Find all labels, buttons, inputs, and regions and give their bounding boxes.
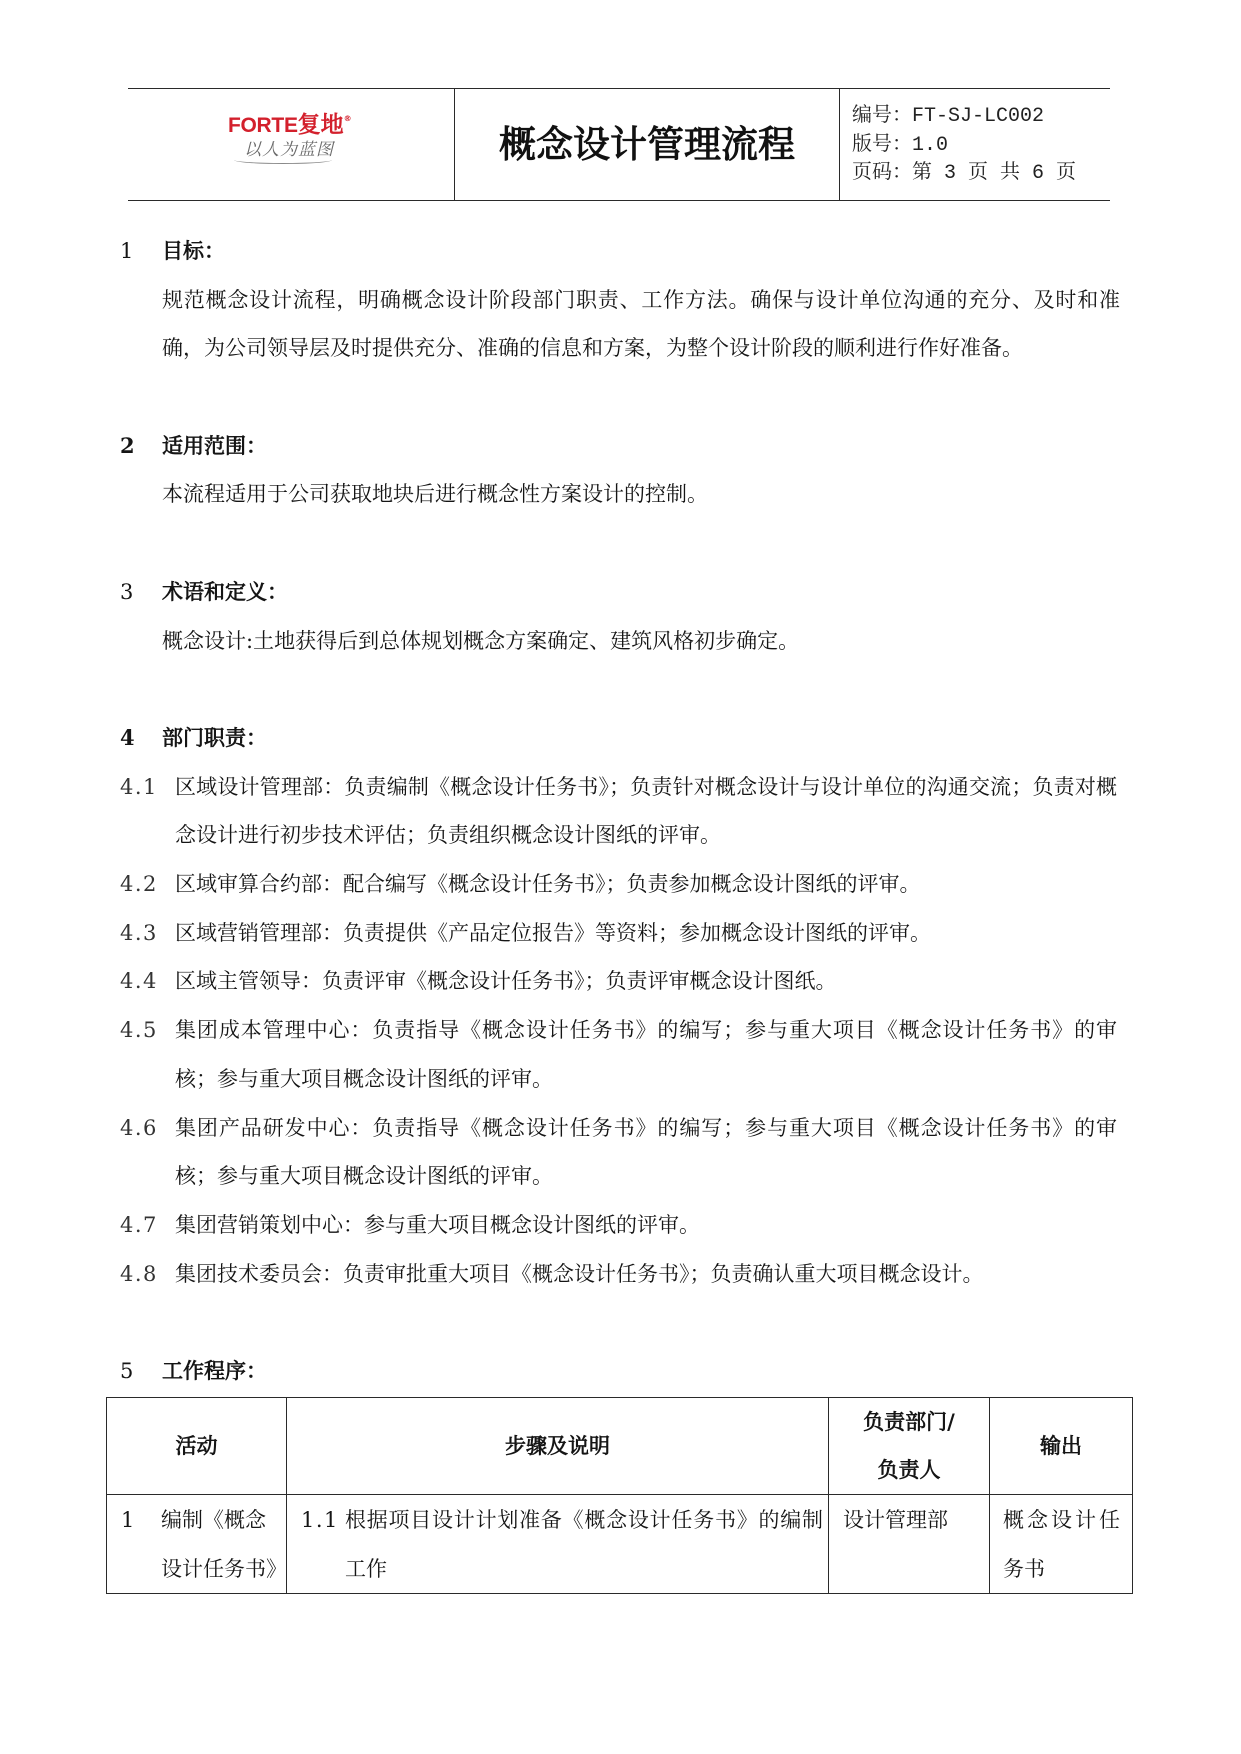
section-title: 适用范围： bbox=[162, 433, 267, 458]
section-number: 2 bbox=[120, 432, 135, 458]
section-heading bbox=[120, 422, 1130, 471]
logo-slogan: 以人为蓝图 bbox=[244, 140, 334, 160]
logo-swoosh-icon bbox=[234, 156, 332, 164]
item-number: 4.6 bbox=[120, 1115, 158, 1140]
responsible-cell: 设计管理部 bbox=[829, 1495, 990, 1594]
responsibility-item bbox=[120, 1006, 1117, 1103]
document-body bbox=[120, 227, 1130, 1594]
item-number: 4.8 bbox=[120, 1261, 158, 1286]
logo-latin: FORTE bbox=[228, 114, 298, 137]
section-heading bbox=[120, 1347, 1130, 1396]
column-header-responsible-label: 负责部门/负责人 bbox=[863, 1409, 955, 1483]
logo-cjk: 复地 bbox=[297, 112, 344, 138]
document-meta bbox=[852, 103, 1076, 189]
item-text: 集团成本管理中心：负责指导《概念设计任务书》的编写；参与重大项目《概念设计任务书》的审核；参与重大项目概念设计图纸的评审。 bbox=[175, 1018, 1117, 1091]
section-paragraph: 规范概念设计流程，明确概念设计阶段部门职责、工作方法。确保与设计单位沟通的充分、及时和准确，为公司领导层及时提供充分、准确的信息和方案，为整个设计阶段的顺利进行作好准备。 bbox=[162, 287, 1120, 361]
responsibility-item bbox=[120, 1250, 1117, 1299]
document-title: 概念设计管理流程 bbox=[499, 123, 795, 166]
column-header-activity: 活动 bbox=[107, 1397, 287, 1495]
section-scope bbox=[120, 422, 1130, 519]
responsibility-item bbox=[120, 909, 1117, 958]
table-header-row bbox=[107, 1397, 1133, 1495]
header-top-rule bbox=[128, 88, 1110, 89]
section-number: 5 bbox=[120, 1359, 134, 1384]
activity-cell bbox=[107, 1495, 287, 1594]
output-text: 概念设计任务书 bbox=[1003, 1508, 1120, 1581]
column-header-output: 输出 bbox=[990, 1397, 1133, 1495]
table-row bbox=[107, 1495, 1133, 1594]
step-text: 根据项目设计计划准备《概念设计任务书》的编制工作 bbox=[345, 1508, 823, 1581]
header-bottom-rule bbox=[128, 200, 1110, 201]
item-text: 区域营销管理部：负责提供《产品定位报告》等资料；参加概念设计图纸的评审。 bbox=[175, 920, 931, 945]
procedure-table bbox=[106, 1397, 1133, 1594]
company-logo bbox=[228, 110, 358, 170]
section-procedure bbox=[120, 1347, 1130, 1594]
document-version: 版号：1.0 bbox=[852, 133, 949, 157]
column-header-steps: 步骤及说明 bbox=[287, 1397, 829, 1495]
item-number: 4.4 bbox=[120, 969, 158, 994]
responsibility-item bbox=[120, 1201, 1117, 1250]
row-number: 1 bbox=[121, 1508, 135, 1533]
section-number: 3 bbox=[120, 579, 134, 604]
responsibility-item bbox=[120, 957, 1117, 1006]
responsibility-item bbox=[120, 763, 1117, 860]
registered-mark: ® bbox=[343, 114, 352, 123]
document-number: 编号：FT-SJ-LC002 bbox=[852, 105, 1045, 128]
section-title: 部门职责： bbox=[162, 725, 267, 750]
section-number: 1 bbox=[120, 239, 134, 263]
item-text: 区域设计管理部：负责编制《概念设计任务书》；负责针对概念设计与设计单位的沟通交流；负责对概念设计进行初步技术评估；负责组织概念设计图纸的评审。 bbox=[175, 774, 1117, 848]
section-heading bbox=[120, 227, 1130, 276]
responsibility-item bbox=[120, 860, 1117, 909]
item-number: 4.5 bbox=[120, 1018, 158, 1043]
section-title: 术语和定义： bbox=[162, 579, 288, 604]
section-responsibilities bbox=[120, 714, 1130, 1298]
logo-wordmark bbox=[228, 110, 352, 140]
item-number: 4.2 bbox=[120, 872, 158, 897]
section-title: 工作程序： bbox=[162, 1359, 267, 1384]
item-text: 集团产品研发中心：负责指导《概念设计任务书》的编写；参与重大项目《概念设计任务书》的审核；参与重大项目概念设计图纸的评审。 bbox=[175, 1115, 1117, 1189]
section-title: 目标： bbox=[162, 239, 225, 263]
item-text: 区域审算合约部：配合编写《概念设计任务书》；负责参加概念设计图纸的评审。 bbox=[175, 872, 921, 897]
item-text: 集团营销策划中心：参与重大项目概念设计图纸的评审。 bbox=[175, 1212, 700, 1237]
output-cell bbox=[990, 1495, 1133, 1594]
section-heading bbox=[120, 714, 1130, 763]
activity-text: 编制《概念 设计任务书》 bbox=[161, 1508, 287, 1581]
responsibility-item bbox=[120, 1104, 1117, 1201]
column-header-responsible bbox=[829, 1397, 990, 1495]
section-paragraph: 概念设计:土地获得后到总体规划概念方案确定、建筑风格初步确定。 bbox=[162, 628, 800, 653]
page-info: 页码：第 3 页 共 6 页 bbox=[852, 162, 1077, 185]
item-number: 4.1 bbox=[120, 774, 158, 799]
header-divider-right bbox=[839, 89, 840, 201]
section-definitions bbox=[120, 568, 1130, 665]
item-text: 集团技术委员会：负责审批重大项目《概念设计任务书》；负责确认重大项目概念设计。 bbox=[175, 1261, 984, 1286]
section-heading bbox=[120, 568, 1130, 617]
section-number: 4 bbox=[120, 724, 135, 750]
step-number: 1.1 bbox=[301, 1508, 339, 1533]
item-text: 区域主管领导：负责评审《概念设计任务书》；负责评审概念设计图纸。 bbox=[175, 969, 837, 994]
section-paragraph: 本流程适用于公司获取地块后进行概念性方案设计的控制。 bbox=[162, 482, 708, 507]
step-cell bbox=[287, 1495, 829, 1594]
item-number: 4.3 bbox=[120, 920, 158, 945]
section-objective bbox=[120, 227, 1130, 373]
item-number: 4.7 bbox=[120, 1212, 158, 1237]
